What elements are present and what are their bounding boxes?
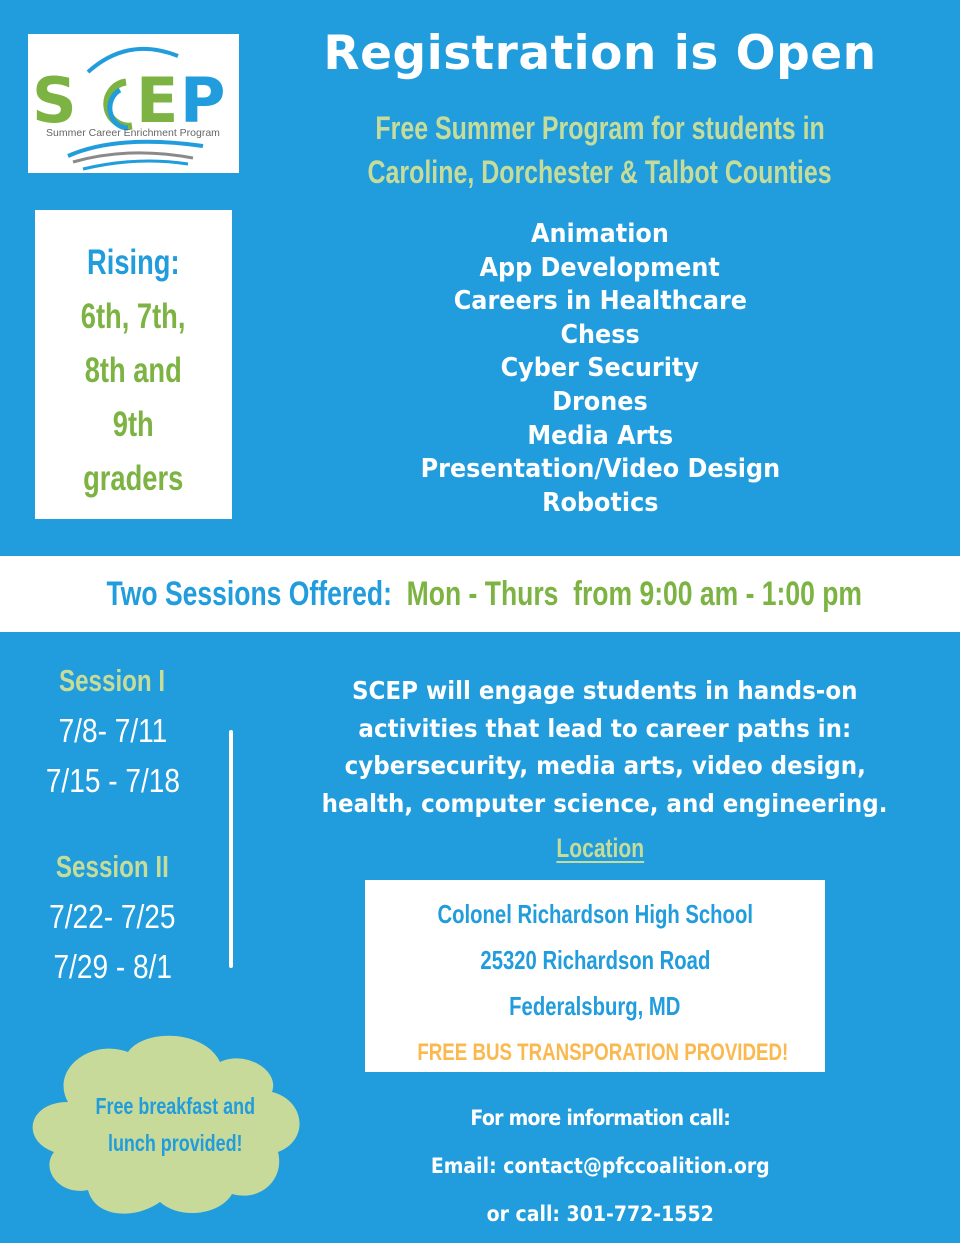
meals-text [60,1088,290,1162]
meals-line: Free breakfast and [95,1093,255,1119]
program-item: Robotics [541,487,659,518]
grade-line: 8th and [84,351,183,390]
subtitle-line: Free Summer Program for students in [375,110,825,146]
schedule-label: Two Sessions Offered: [106,575,392,613]
session-date: 7/15 - 7/18 [45,762,180,799]
vertical-divider [229,730,233,968]
grade-line: 9th [113,405,154,444]
subtitle-line: Caroline, Dorchester & Talbot Counties [367,154,833,190]
program-item: Chess [560,319,640,350]
program-item: App Development [479,252,721,283]
page-title: Registration is Open [323,26,877,81]
grade-line: graders [83,459,184,498]
schedule-text [107,556,862,632]
program-item: Cyber Security [500,353,700,384]
contact-info [380,1094,820,1238]
session-title: Session I [59,663,166,698]
program-list [400,218,800,520]
schedule-banner [0,556,960,632]
program-item: Drones [552,386,648,417]
scep-logo-graphic [28,34,239,173]
description-line: activities that lead to career paths in: [358,713,852,743]
contact-heading: For more information call: [470,1106,730,1130]
grade-line: 6th, 7th, [81,297,186,336]
session-date: 7/8- 7/11 [58,712,167,749]
phone-link[interactable]: or call: 301-772-1552 [486,1202,714,1226]
session-dates [20,656,205,992]
location-heading [500,830,700,867]
schedule-times: Mon - Thurs from 9:00 am - 1:00 pm [406,575,863,613]
street-address: 25320 Richardson Road [480,945,710,975]
description-line: cybersecurity, media arts, video design, [344,751,866,780]
svg-text:E: E [136,64,179,137]
program-item: Animation [531,219,669,249]
email-link[interactable]: Email: contact@pfccoalition.org [430,1154,770,1178]
session-date: 7/22- 7/25 [49,898,176,935]
meals-line: lunch provided! [107,1130,243,1156]
svg-text:S: S [32,64,77,137]
eligibility-box [35,210,232,519]
scep-logo [28,34,239,173]
school-name: Colonel Richardson High School [437,899,753,929]
program-description [280,672,930,822]
transport-note: FREE BUS TRANSPORATION PROVIDED! [417,1039,789,1066]
description-line: SCEP will engage students in hands-on [352,676,858,705]
session-date: 7/29 - 8/1 [53,948,172,985]
svg-text:Summer Career Enrichment Progr: Summer Career Enrichment Program [46,127,220,139]
description-line: health, computer science, and engineering. [322,788,888,818]
location-heading-text: Location [556,833,644,863]
program-item: Presentation/Video Design [420,454,780,485]
meals-cloud [20,1030,320,1230]
session-title: Session II [56,849,169,884]
location-box [365,880,825,1072]
subtitle [260,106,940,194]
svg-text:P: P [180,64,226,137]
program-item: Careers in Healthcare [453,286,747,317]
eligibility-label: Rising: [87,243,180,282]
city-state: Federalsburg, MD [509,991,681,1021]
program-item: Media Arts [527,420,673,451]
